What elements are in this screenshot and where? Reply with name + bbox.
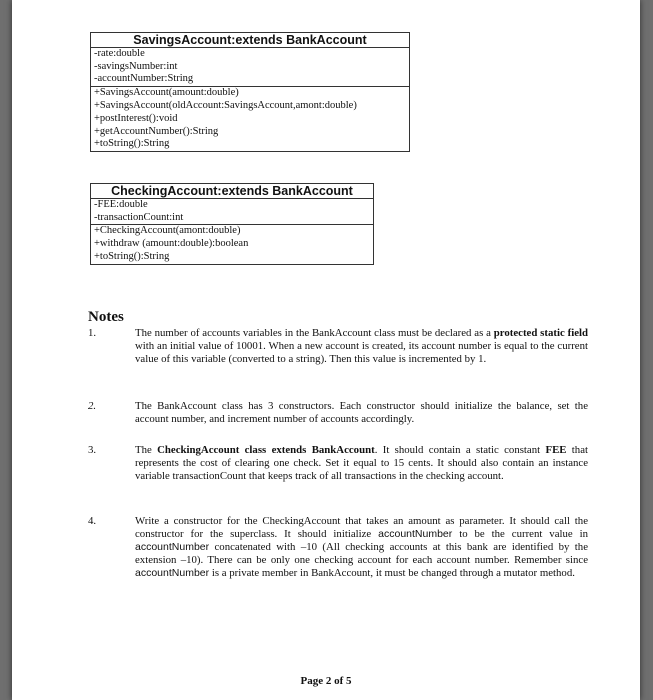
uml-method: +postInterest():void (94, 112, 178, 124)
note-text-run: Write a constructor for the CheckingAccount that takes an amount as parameter. It should call the constructor for the superclass. It should initialize (135, 515, 588, 540)
note-text (135, 400, 588, 426)
uml-method: +SavingsAccount(amount:double) (94, 87, 239, 99)
note-text-run: that represents the cost of clearing one check. Set it equal to 15 cents. It should also contain an instance variable transactionCount that keeps track of all transactions in the checking account. (135, 444, 588, 482)
savings-account-fields (91, 48, 409, 87)
note-text-run: with an initial value of 10001. When a new account is created, its account number is equal to the current value of this variable (converted to a string). Then this value is incremented by 1. (135, 340, 588, 365)
note-text-run: The BankAccount class has 3 constructors. Each constructor should initialize the balance, set the account number, and increment number of accounts accordingly. (135, 400, 588, 425)
uml-field: -rate:double (94, 47, 145, 59)
note-text (135, 515, 588, 580)
note-item (88, 515, 588, 580)
note-text-run: concatenated with –10 (All checking accounts at this bank are identified by the extension –10). There can be only one checking account for each account number. Remember since (135, 541, 588, 566)
note-code-term: accountNumber (135, 541, 210, 553)
note-text-run: is a private member in BankAccount, it must be changed through a mutator method. (209, 567, 575, 579)
note-code-term: accountNumber (378, 528, 453, 540)
uml-method: +toString():String (94, 250, 170, 262)
note-item (88, 444, 588, 483)
note-number: 3. (88, 444, 97, 456)
note-text-run: . It should contain a static constant (374, 444, 546, 456)
savings-account-uml-title: SavingsAccount:extends BankAccount (91, 33, 409, 48)
note-code-term: accountNumber (135, 567, 210, 579)
uml-field: -transactionCount:int (94, 211, 184, 223)
note-number: 1. (88, 327, 97, 339)
uml-method: +getAccountNumber():String (94, 125, 219, 137)
note-item (88, 400, 588, 426)
uml-field: -savingsNumber:int (94, 60, 178, 72)
note-text-bold: FEE (545, 444, 567, 456)
note-text (135, 444, 588, 483)
savings-account-uml-box (90, 32, 410, 152)
page-number: Page 2 of 5 (300, 675, 352, 687)
uml-method: +SavingsAccount(oldAccount:SavingsAccount,amont:double) (94, 99, 357, 111)
note-text-bold: protected static field (493, 327, 588, 339)
note-number: 2. (88, 400, 97, 412)
uml-method: +CheckingAccount(amont:double) (94, 225, 241, 237)
note-text (135, 327, 588, 366)
checking-account-methods (91, 225, 373, 263)
uml-method: +toString():String (94, 138, 170, 150)
note-item (88, 327, 588, 366)
checking-account-uml-box (90, 183, 374, 265)
note-text-run: The number of accounts variables in the BankAccount class must be declared as a (135, 327, 494, 339)
note-number: 4. (88, 515, 97, 527)
note-text-run: The (135, 444, 158, 456)
savings-account-methods (91, 87, 409, 151)
checking-account-uml-title: CheckingAccount:extends BankAccount (91, 184, 373, 199)
notes-heading: Notes (88, 309, 124, 325)
checking-account-fields (91, 199, 373, 226)
document-page (12, 0, 640, 700)
uml-field: -FEE:double (94, 198, 148, 210)
note-text-run: to be the current value in (452, 528, 589, 540)
note-text-bold: CheckingAccount class extends BankAccount (157, 444, 375, 456)
uml-field: -accountNumber:String (94, 73, 194, 85)
uml-method: +withdraw (amount:double):boolean (94, 238, 249, 250)
